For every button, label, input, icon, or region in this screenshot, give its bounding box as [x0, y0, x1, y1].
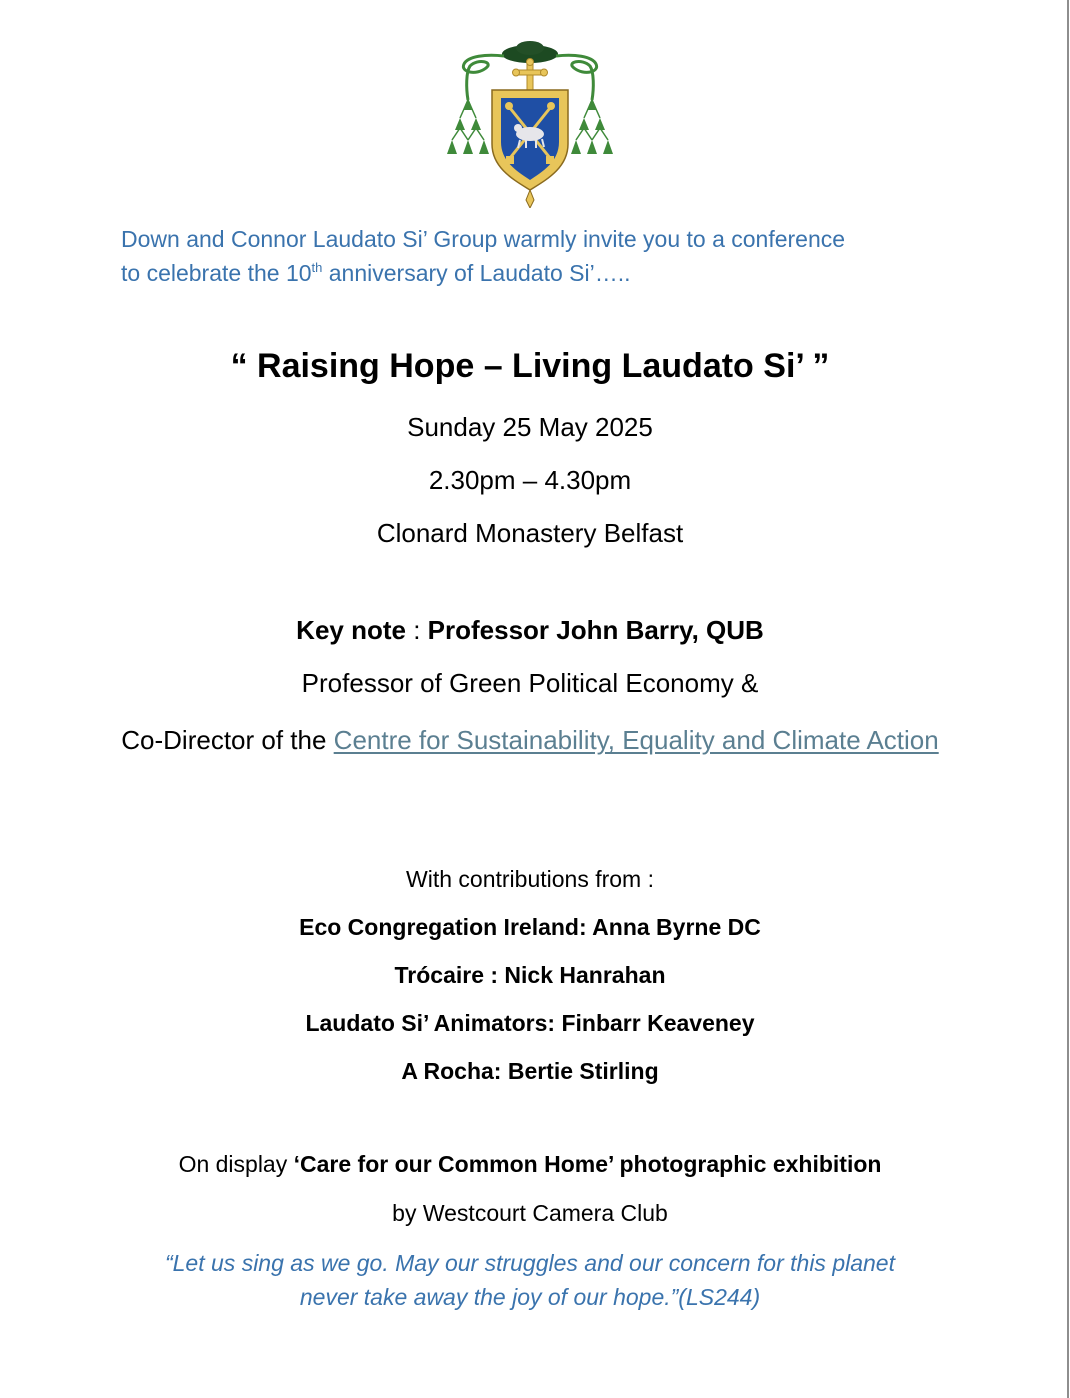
- page-edge-divider: [1067, 0, 1069, 1398]
- keynote-codirector: [120, 720, 940, 760]
- intro-line-2-start: to celebrate the 10: [121, 260, 312, 286]
- event-date: Sunday 25 May 2025: [407, 412, 653, 442]
- closing-quote: [110, 1246, 950, 1314]
- episcopal-coat-of-arms-icon: [446, 40, 614, 208]
- keynote-label: Key note: [296, 615, 406, 645]
- intro-line-1: Down and Connor Laudato Si’ Group warmly invite you to a conference: [121, 226, 846, 252]
- codirector-prefix: Co-Director of the: [121, 725, 334, 755]
- contributor-item: Trócaire : Nick Hanrahan: [394, 962, 666, 988]
- intro-line-2: [121, 256, 941, 290]
- intro-line-2-end: anniversary of Laudato Si’…..: [322, 260, 631, 286]
- keynote-line: [0, 615, 1060, 646]
- keynote-separator: :: [405, 615, 428, 645]
- keynote-speaker: Professor John Barry, QUB: [427, 615, 764, 645]
- event-title: “ Raising Hope – Living Laudato Si’ ”: [230, 347, 830, 385]
- quote-line-1: “Let us sing as we go. May our struggles and our concern for this planet: [164, 1250, 895, 1276]
- contributions-heading: With contributions from :: [406, 866, 654, 892]
- event-time: 2.30pm – 4.30pm: [428, 465, 632, 495]
- centre-link[interactable]: Centre for Sustainability, Equality and Climate Action: [333, 725, 939, 755]
- exhibition-byline: by Westcourt Camera Club: [392, 1200, 668, 1226]
- ordinal-suffix: th: [311, 260, 323, 275]
- exhibition-prefix: On display: [178, 1151, 294, 1177]
- contributor-item: Eco Congregation Ireland: Anna Byrne DC: [299, 914, 761, 940]
- event-venue: Clonard Monastery Belfast: [376, 518, 684, 548]
- contributor-item: A Rocha: Bertie Stirling: [401, 1058, 659, 1084]
- keynote-role: Professor of Green Political Economy &: [301, 668, 759, 698]
- contributor-item: Laudato Si’ Animators: Finbarr Keaveney: [305, 1010, 755, 1036]
- exhibition-title: ‘Care for our Common Home’ photographic exhibition: [293, 1151, 882, 1177]
- invitation-intro: [121, 222, 941, 290]
- quote-line-2: never take away the joy of our hope.”(LS244): [299, 1284, 761, 1310]
- exhibition-line: [0, 1151, 1060, 1178]
